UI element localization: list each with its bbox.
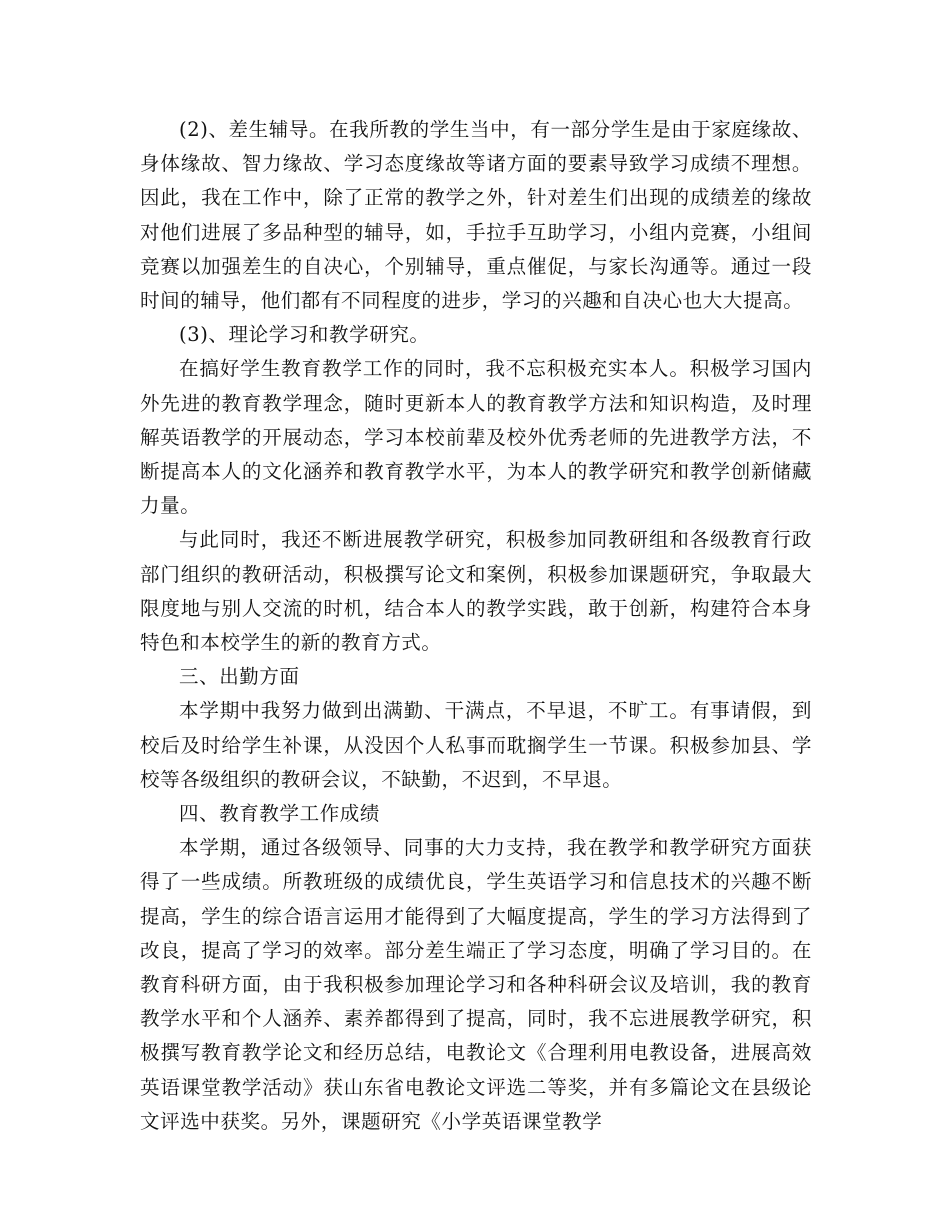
paragraph-self-improvement: 在搞好学生教育教学工作的同时，我不忘积极充实本人。积极学习国内外先进的教育教学理念，随时更新本人的教育教学方法和知识构造，及时理解英语教学的开展动态，学习本校前辈及校外优秀老师的先进教学方法，不断提高本人的文化涵养和教育教学水平，为本人的教学研究和教学创新储藏力量。 [140,357,812,518]
document-body [140,113,812,1139]
heading-attendance: 三、出勤方面 [179,665,300,689]
paragraph-teaching-research: 与此同时，我还不断进展教学研究，积极参加同教研组和各级教育行政部门组织的教研活动，积极撰写论文和案例，积极参加课题研究，争取最大限度地与别人交流的时机，结合本人的教学实践，敢于创新，构建符合本身特色和本校学生的新的教育方式。 [140,528,812,655]
heading-theory-and-research: (3)、理论学习和教学研究。 [179,323,430,347]
heading-achievements: 四、教育教学工作成绩 [179,802,381,826]
paragraph-attendance: 本学期中我努力做到出满勤、干满点，不早退，不旷工。有事请假，到校后及时给学生补课，从没因个人私事而耽搁学生一节课。积极参加县、学校等各级组织的教研会议，不缺勤，不迟到，不早退。 [140,699,812,791]
paragraph-tutoring-struggling-students: (2)、差生辅导。在我所教的学生当中，有一部分学生是由于家庭缘故、身体缘故、智力缘故、学习态度缘故等诸方面的要素导致学习成绩不理想。因此，我在工作中，除了正常的教学之外，针对差生们出现的成绩差的缘故对他们进展了多品种型的辅导，如，手拉手互助学习，小组内竞赛，小组间竞赛以加强差生的自决心，个别辅导，重点催促，与家长沟通等。通过一段时间的辅导，他们都有不同程度的进步，学习的兴趣和自决心也大大提高。 [140,118,812,313]
paragraph-achievements: 本学期，通过各级领导、同事的大力支持，我在教学和教学研究方面获得了一些成绩。所教班级的成绩优良，学生英语学习和信息技术的兴趣不断提高，学生的综合语言运用才能得到了大幅度提高，学生的学习方法得到了改良，提高了学习的效率。部分差生端正了学习态度，明确了学习目的。在教育科研方面，由于我积极参加理论学习和各种科研会议及培训，我的教育教学水平和个人涵养、素养都得到了提高，同时，我不忘进展教学研究，积极撰写教育教学论文和经历总结，电教论文《合理利用电教设备，进展高效英语课堂教学活动》获山东省电教论文评选二等奖，并有多篇论文在县级论文评选中获奖。另外，课题研究《小学英语课堂教学 [140,836,812,1133]
